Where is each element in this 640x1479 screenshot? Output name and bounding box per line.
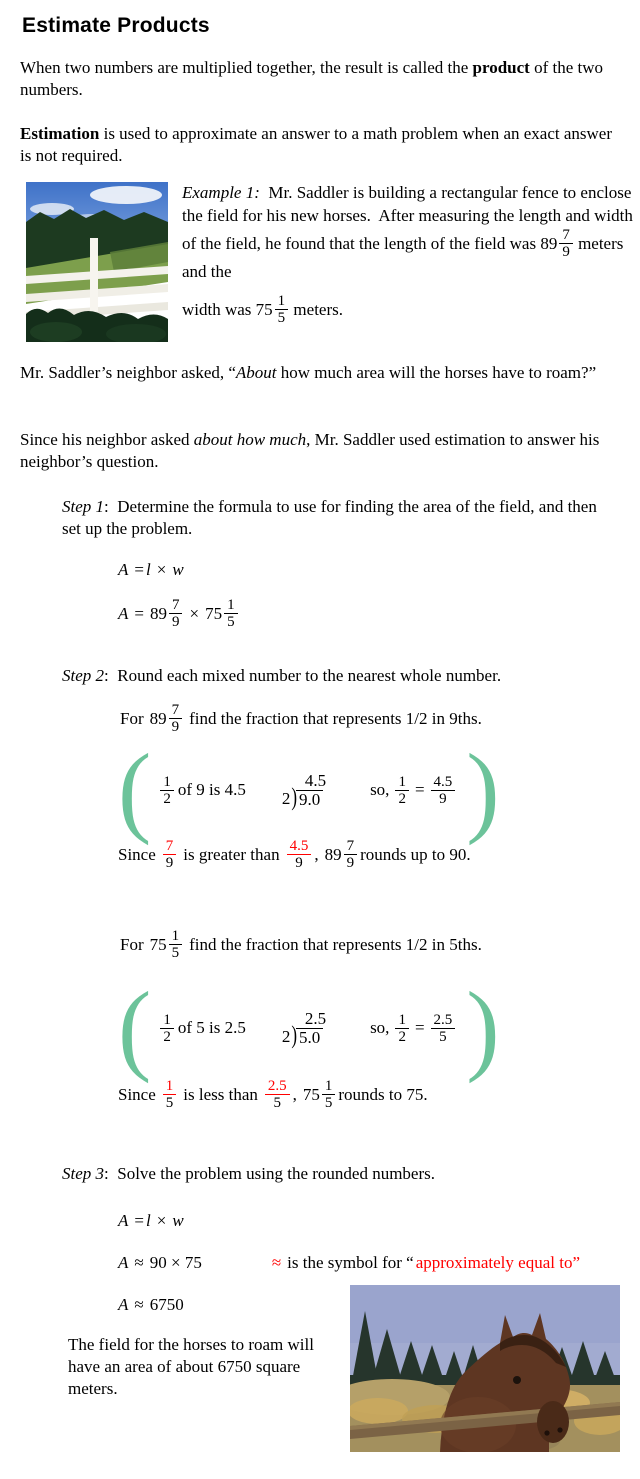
- step2-label: Step 2: [62, 666, 105, 685]
- round5-so-statement: so, $\frac{1}{2}$ = $\frac{2.5}{5}$: [370, 1012, 456, 1045]
- length-whole: 89: [540, 234, 558, 253]
- solve-result-row: A ≈ 6750: [118, 1295, 184, 1314]
- round9-long-division: 4.5 2 ) 9.0: [281, 770, 327, 811]
- round5-frac1: $\frac{1}{5}$: [163, 1078, 177, 1111]
- setup-A: A: [118, 603, 129, 623]
- round5-for: For: [120, 934, 144, 954]
- example-body-a: Mr. Saddler is building a rectangular fence to enclose the field for his new horses. After measuring the length and width of the field, he found that the length of the field was: [182, 183, 638, 253]
- round9-half-statement: $\frac{1}{2}$ of 9 is 4.5: [159, 774, 246, 807]
- round5-half-statement: $\frac{1}{2}$ of 5 is 2.5: [159, 1012, 246, 1045]
- green-close-paren: ): [466, 970, 500, 1085]
- setup-formula: [118, 597, 239, 630]
- intro-paragraph-2: [20, 123, 622, 167]
- step2-text: : Round each mixed number to the nearest whole number.: [104, 666, 502, 685]
- area-formula: [118, 560, 184, 580]
- neighbor-before: Mr. Saddler’s neighbor asked, “: [20, 363, 236, 382]
- round5-work-group: [118, 970, 500, 1085]
- round5-for-after: find the fraction that represents 1/2 in 5ths.: [189, 934, 482, 954]
- setup-times: ×: [189, 603, 200, 623]
- round5-intro: [120, 928, 482, 961]
- neighbor-after: how much area will the horses have to roam?”: [276, 363, 597, 382]
- step3-label: Step 3: [62, 1164, 105, 1183]
- round9-frac1: $\frac{7}{9}$: [163, 838, 177, 871]
- horse-photo-image: [350, 1285, 620, 1452]
- round9-so-statement: so, $\frac{1}{2}$ = $\frac{4.5}{9}$: [370, 774, 456, 807]
- step1-label: Step 1: [62, 497, 105, 516]
- setup-width-mixed: 75 $\frac{1}{5}$: [205, 597, 239, 630]
- green-open-paren: (: [118, 732, 152, 847]
- equals-sign: =: [134, 560, 144, 579]
- formula-l: l: [145, 560, 151, 579]
- p2-text-after: is used to approximate an answer to a math problem when an exact answer is not required.: [20, 124, 617, 165]
- round9-for: For: [120, 708, 144, 728]
- approx-note-text: is the symbol for “: [287, 1253, 414, 1272]
- step1-heading: [62, 496, 607, 540]
- since-before: Since his neighbor asked: [20, 430, 194, 449]
- round9-frac2: $\frac{4.5}{9}$: [287, 838, 312, 871]
- round5-mixed: 75 $\frac{1}{5}$: [150, 928, 184, 961]
- solve-formula: A = l × w: [118, 1211, 184, 1230]
- step3-heading: [62, 1163, 607, 1185]
- length-fraction: $\frac{7}{9}$: [559, 227, 573, 260]
- p1-text-after: of the two numbers.: [20, 58, 608, 99]
- setup-length-mixed: 89 $\frac{7}{9}$: [150, 597, 184, 630]
- step1-text: : Determine the formula to use for finding the area of the field, and then set up the problem.: [62, 497, 602, 538]
- round5-long-division: 2.5 2 ) 5.0: [281, 1008, 327, 1049]
- width-fraction: $\frac{1}{5}$: [275, 293, 289, 326]
- width-whole: 75: [255, 300, 273, 319]
- round9-work-group: [118, 732, 500, 847]
- since-italic-phrase: about how much: [193, 430, 307, 449]
- estimation-paragraph: [20, 429, 622, 473]
- example-body-c: width was: [182, 300, 256, 319]
- example-body-b: meters and the: [182, 234, 628, 281]
- solve-expression: 90 × 75: [149, 1253, 202, 1272]
- step2-heading: [62, 665, 607, 687]
- round9-mixed: 89 $\frac{7}{9}$: [150, 702, 184, 735]
- setup-equals: =: [134, 603, 144, 623]
- round9-mixed-again: 89 $\frac{7}{9}$: [325, 838, 359, 871]
- times-sign: ×: [156, 560, 167, 579]
- round5-conclusion: Since $\frac{1}{5}$ is less than $\frac{2.5}{5}$ , 75 $\frac{1}{5}$ rounds to 75.: [118, 1078, 428, 1111]
- conclusion-paragraph: The field for the horses to roam will have an area of about 6750 square meters.: [68, 1335, 319, 1398]
- neighbor-italic-about: About: [235, 363, 277, 382]
- formula-A: A: [118, 560, 129, 579]
- step3-text: : Solve the problem using the rounded numbers.: [104, 1164, 436, 1183]
- green-close-paren: ): [466, 732, 500, 847]
- division-paren: ): [291, 782, 297, 811]
- horse-photo: [350, 1285, 620, 1452]
- formula-w: w: [172, 560, 184, 579]
- round5-mixed-again: 75 $\frac{1}{5}$: [303, 1078, 337, 1111]
- intro-paragraph-1: [20, 57, 622, 101]
- solve-result: 6750: [149, 1295, 184, 1314]
- since-after: , Mr. Saddler used estimation to answer his neighbor’s question.: [20, 430, 604, 471]
- round9-intro: [120, 702, 482, 735]
- example-label: Example 1:: [182, 183, 260, 202]
- neighbor-question-paragraph: [20, 362, 622, 384]
- p2-bold-estimation: Estimation: [20, 124, 100, 143]
- p1-bold-product: product: [472, 58, 530, 77]
- example-1-text: [182, 181, 638, 326]
- example-width-line: [182, 293, 634, 326]
- fence-field-photo-image: [26, 182, 168, 342]
- p1-text-before: When two numbers are multiplied together, the result is called the: [20, 58, 473, 77]
- example-body-d: meters.: [289, 300, 343, 319]
- fence-field-photo: [26, 182, 168, 342]
- approx-note-red: approximately equal to”: [415, 1253, 580, 1272]
- round5-frac2: $\frac{2.5}{5}$: [265, 1078, 290, 1111]
- solve-approx-row: A ≈ 90 × 75 ≈ is the symbol for “ approximately equal to”: [118, 1253, 580, 1272]
- division-paren: ): [291, 1020, 297, 1049]
- round9-for-after: find the fraction that represents 1/2 in 9ths.: [189, 708, 482, 728]
- page-title: Estimate Products: [22, 14, 210, 37]
- width-mixed-number: [256, 293, 290, 326]
- green-open-paren: (: [118, 970, 152, 1085]
- round9-conclusion: Since $\frac{7}{9}$ is greater than $\frac{4.5}{9}$ , 89 $\frac{7}{9}$ rounds up to 90.: [118, 838, 471, 871]
- approx-symbol-red: ≈: [271, 1253, 282, 1272]
- length-mixed-number: [540, 227, 574, 260]
